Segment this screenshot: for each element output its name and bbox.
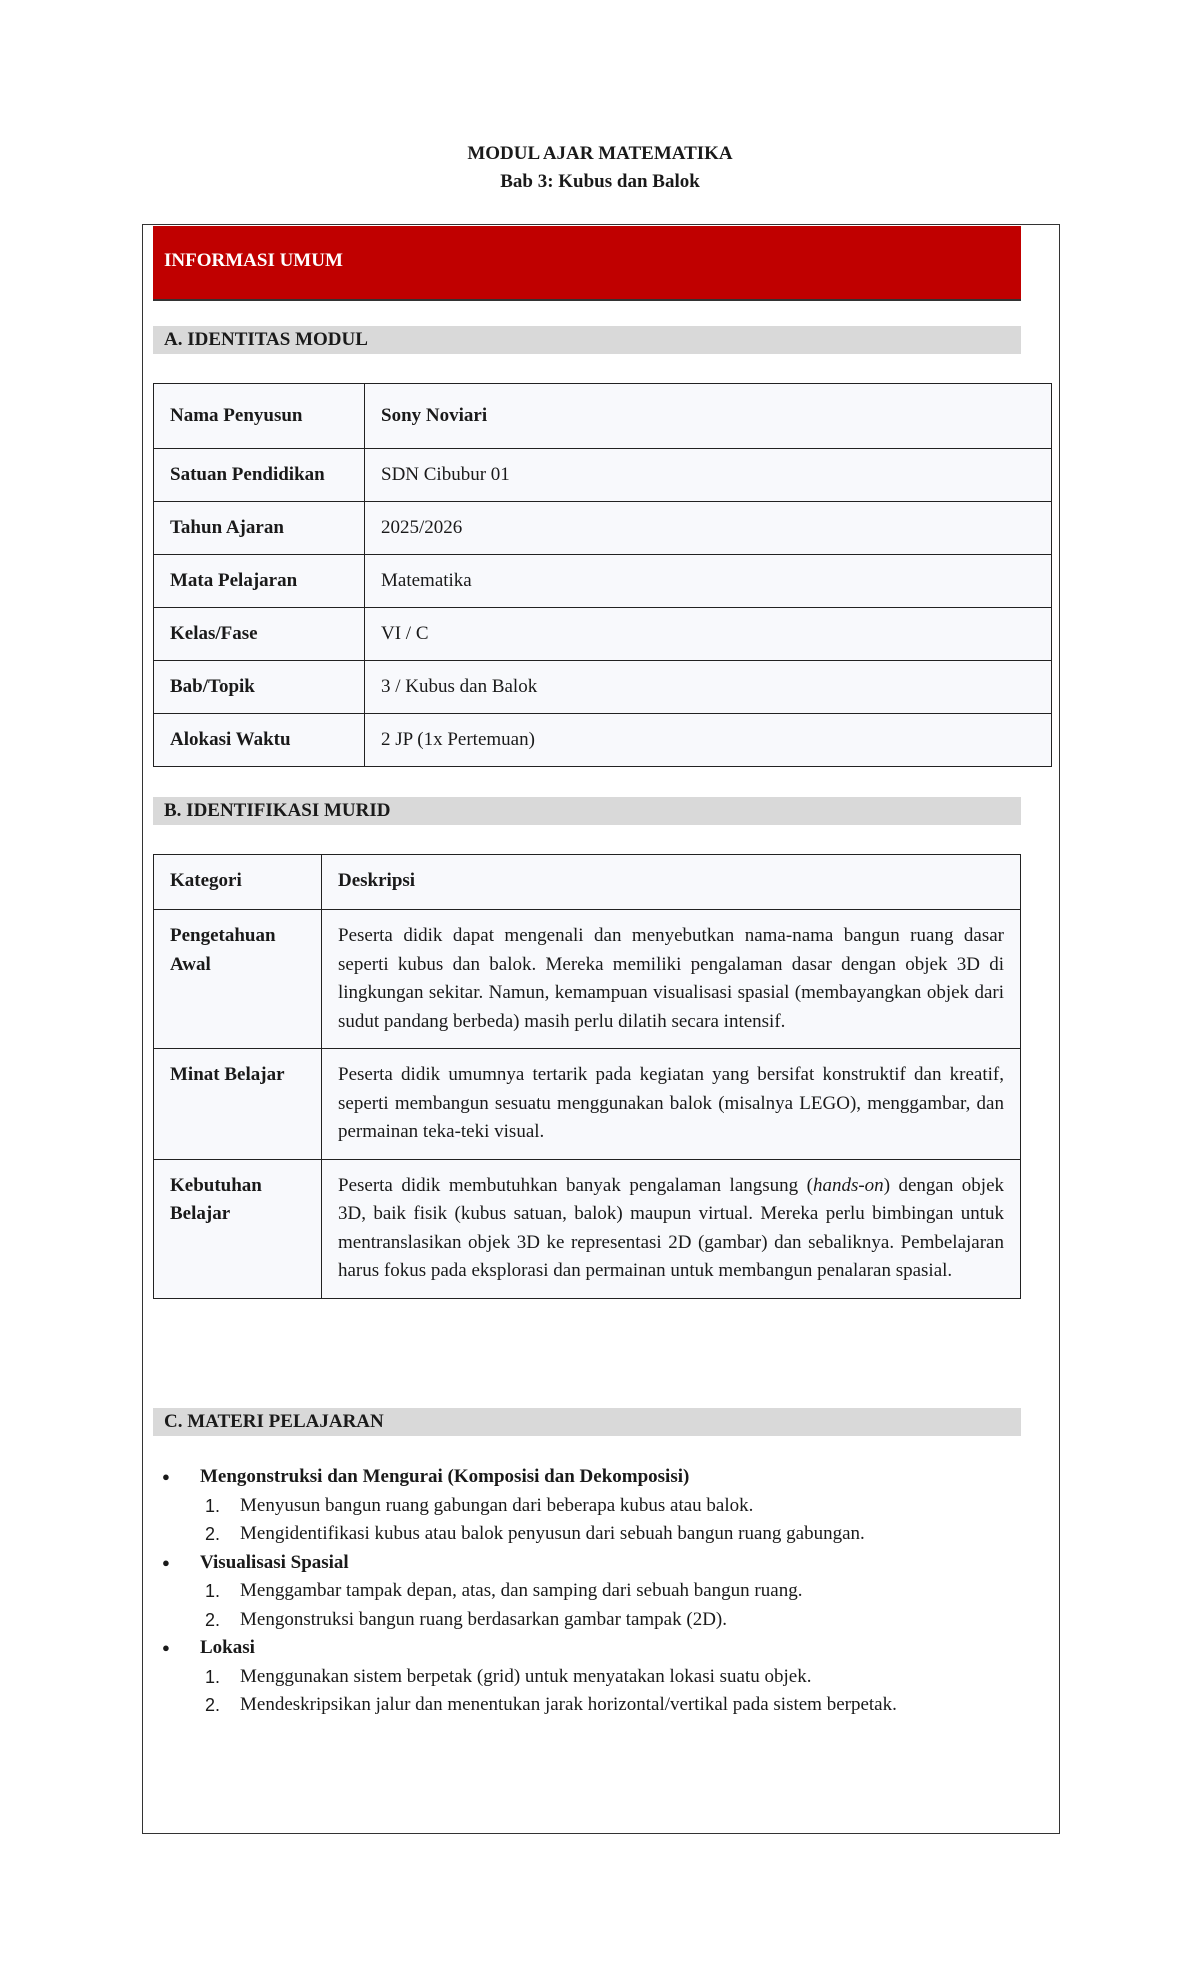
sub-list-item [160, 1606, 1040, 1635]
text: Mendeskripsikan jalur dan menentukan jarak horizontal/vertikal pada sistem berpetak. [240, 1694, 897, 1715]
row-label: Tahun Ajaran [154, 502, 365, 555]
table-row [154, 661, 1052, 714]
section-a-heading: A. IDENTITAS MODUL [153, 326, 1021, 354]
number: 1. [205, 1581, 221, 1601]
row-value: VI / C [365, 608, 1052, 661]
document-title: MODUL AJAR MATEMATIKA [467, 143, 733, 164]
text: Mengidentifikasi kubus atau balok penyusun dari sebuah bangun ruang gabungan. [240, 1523, 865, 1544]
text: Peserta didik membutuhkan banyak pengalaman langsung ( [338, 1174, 813, 1196]
row-label: Bab/Topik [154, 661, 365, 714]
table-row [154, 449, 1052, 502]
table-row [154, 384, 1052, 449]
row-value: 3 / Kubus dan Balok [365, 661, 1052, 714]
row-label: Pengetahuan Awal [154, 910, 322, 1049]
row-label: Minat Belajar [154, 1049, 322, 1160]
text: Menggambar tampak depan, atas, dan samping dari sebuah bangun ruang. [240, 1580, 803, 1601]
section-b-heading: B. IDENTIFIKASI MURID [153, 797, 1021, 825]
row-value: Sony Noviari [365, 384, 1052, 449]
table-row [154, 1049, 1021, 1160]
header-deskripsi: Deskripsi [322, 855, 1021, 910]
number: 2. [205, 1695, 221, 1715]
identitas-modul-table [153, 383, 1052, 767]
row-label: Alokasi Waktu [154, 714, 365, 767]
table-header-row [154, 855, 1021, 910]
row-value: SDN Cibubur 01 [365, 449, 1052, 502]
number: 1. [205, 1666, 221, 1687]
table-row [154, 608, 1052, 661]
banner-informasi-umum: INFORMASI UMUM [153, 226, 1021, 301]
row-label: Satuan Pendidikan [154, 449, 365, 502]
row-label: Kelas/Fase [154, 608, 365, 661]
materi-list [160, 1463, 1040, 1720]
row-value: Peserta didik dapat mengenali dan menyebutkan nama-nama bangun ruang dasar seperti kubus dan balok. Mereka memiliki pengalaman dasar dengan objek 3D di lingkungan sekitar. Namun, kemampuan visualisasi spasial (membayangkan objek dari sudut pandang berbeda) masih perlu dilatih secara intensif. [322, 910, 1021, 1049]
sub-list-item [160, 1492, 1040, 1521]
table-row [154, 555, 1052, 608]
emphasis-text: hands-on [812, 1174, 884, 1196]
text: ) dengan objek 3D, baik fisik (kubus satuan, balok) maupun virtual. Mereka perlu bimbingan untuk mentranslasikan objek 3D ke representasi 2D (gambar) dan sebaliknya. Pembelajaran harus fokus pada eksplorasi dan permainan untuk membangun penalaran spasial. [338, 1174, 1005, 1281]
list-item: ● Lokasi [160, 1634, 1040, 1663]
sub-list-item [160, 1520, 1040, 1549]
row-value: Matematika [365, 555, 1052, 608]
table-row [154, 502, 1052, 555]
sub-list-item [160, 1663, 1040, 1692]
row-value: 2025/2026 [365, 502, 1052, 555]
header-kategori: Kategori [154, 855, 322, 910]
list-item: ● Mengonstruksi dan Mengurai (Komposisi dan Dekomposisi) [160, 1463, 1040, 1492]
text: Menyusun bangun ruang gabungan dari beberapa kubus atau balok. [240, 1494, 754, 1516]
row-label: Mata Pelajaran [154, 555, 365, 608]
identifikasi-murid-table [153, 854, 1021, 1299]
text: Mengonstruksi bangun ruang berdasarkan gambar tampak (2D). [240, 1608, 727, 1630]
table-row [154, 714, 1052, 767]
text: Menggunakan sistem berpetak (grid) untuk menyatakan lokasi suatu objek. [240, 1665, 812, 1687]
section-c-heading: C. MATERI PELAJARAN [153, 1408, 1021, 1436]
number: 2. [205, 1609, 221, 1630]
sub-list-item [160, 1577, 1040, 1606]
row-value: 2 JP (1x Pertemuan) [365, 714, 1052, 767]
row-value: Peserta didik umumnya tertarik pada kegiatan yang bersifat konstruktif dan kreatif, seperti membangun sesuatu menggunakan balok (misalnya LEGO), menggambar, dan permainan teka-teki visual. [322, 1049, 1021, 1160]
document-subtitle: Bab 3: Kubus dan Balok [500, 171, 700, 192]
list-item: ● Visualisasi Spasial [160, 1549, 1040, 1578]
row-value [322, 1159, 1021, 1298]
number: 2. [205, 1524, 221, 1544]
table-row [154, 1159, 1021, 1298]
number: 1. [205, 1495, 221, 1516]
row-label: Kebutuhan Belajar [154, 1159, 322, 1298]
table-row [154, 910, 1021, 1049]
sub-list-item [160, 1691, 1040, 1720]
row-label: Nama Penyusun [154, 384, 365, 449]
